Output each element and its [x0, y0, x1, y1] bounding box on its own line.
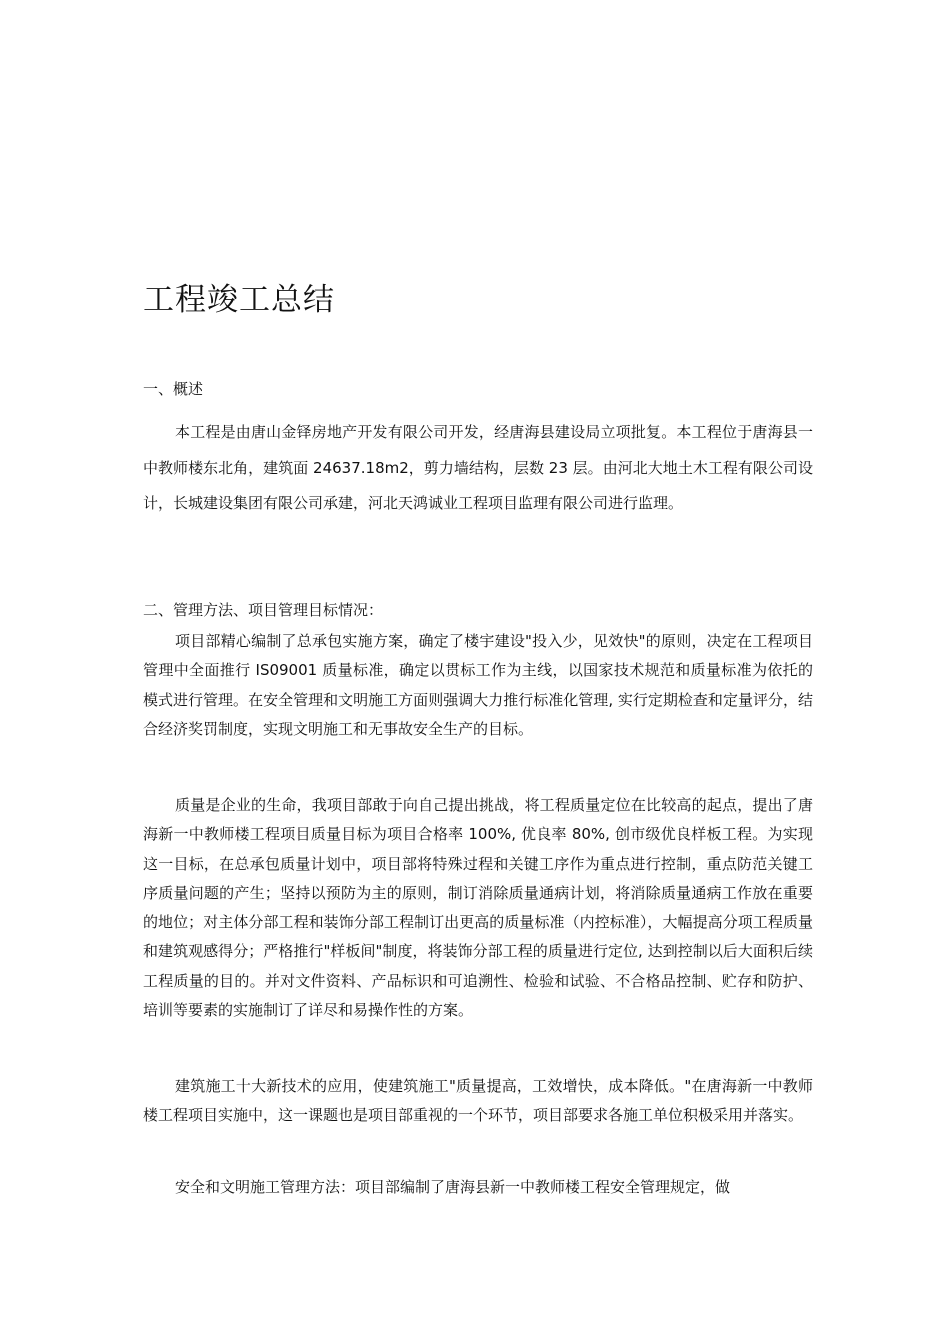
management-paragraph-3: 建筑施工十大新技术的应用，使建筑施工"质量提高，工效增快，成本降低。"在唐海新一中教师楼工程项目实施中，这一课题也是项目部重视的一个环节，项目部要求各施工单位积极采用并落实。	[143, 1077, 813, 1125]
overview-paragraph: 本工程是由唐山金铎房地产开发有限公司开发，经唐海县建设局立项批复。本工程位于唐海县一中教师楼东北角，建筑面 24637.18m2，剪力墙结构，层数 23 层。由河北大地土木工程有限公司设计，长城建设集团有限公司承建，河北天鸿诚业工程项目监理有限公司进行监理。	[143, 423, 813, 512]
management-paragraph-1: 项目部精心编制了总承包实施方案，确定了楼宇建设"投入少，见效快"的原则，决定在工程项目管理中全面推行 IS09001 质量标准，确定以贯标工作为主线，以国家技术规范和质量标准为依托的模式进行管理。在安全管理和文明施工方面则强调大力推行标准化管理, 实行定期检查和定量评分，结合经济奖罚制度，实现文明施工和无事故安全生产的目标。	[143, 632, 813, 738]
section-heading-management: 二、管理方法、项目管理目标情况：	[143, 601, 384, 619]
management-paragraph-2: 质量是企业的生命，我项目部敢于向自己提出挑战，将工程质量定位在比较高的起点，提出了唐海新一中教师楼工程项目质量目标为项目合格率 100%, 优良率 80%, 创市级优良样板工程。为实现这一目标，在总承包质量计划中，项目部将特殊过程和关键工序作为重点进行控制，重点防范关键工序质量问题的产生；坚持以预防为主的原则，制订消除质量通病计划，将消除质量通病工作放在重要的地位；对主体分部工程和装饰分部工程制订出更高的质量标准（内控标准），大幅提高分项工程质量和建筑观感得分；严格推行"样板间"制度，将装饰分部工程的质量进行定位, 达到控制以后大面积后续工程质量的目的。并对文件资料、产品标识和可追溯性、检验和试验、不合格品控制、贮存和防护、培训等要素的实施制订了详尽和易操作性的方案。	[143, 796, 813, 1020]
document-title: 工程竣工总结	[143, 282, 335, 318]
section-heading-overview: 一、概述	[143, 380, 204, 398]
management-paragraph-4: 安全和文明施工管理方法：项目部编制了唐海县新一中教师楼工程安全管理规定，做	[175, 1178, 731, 1196]
